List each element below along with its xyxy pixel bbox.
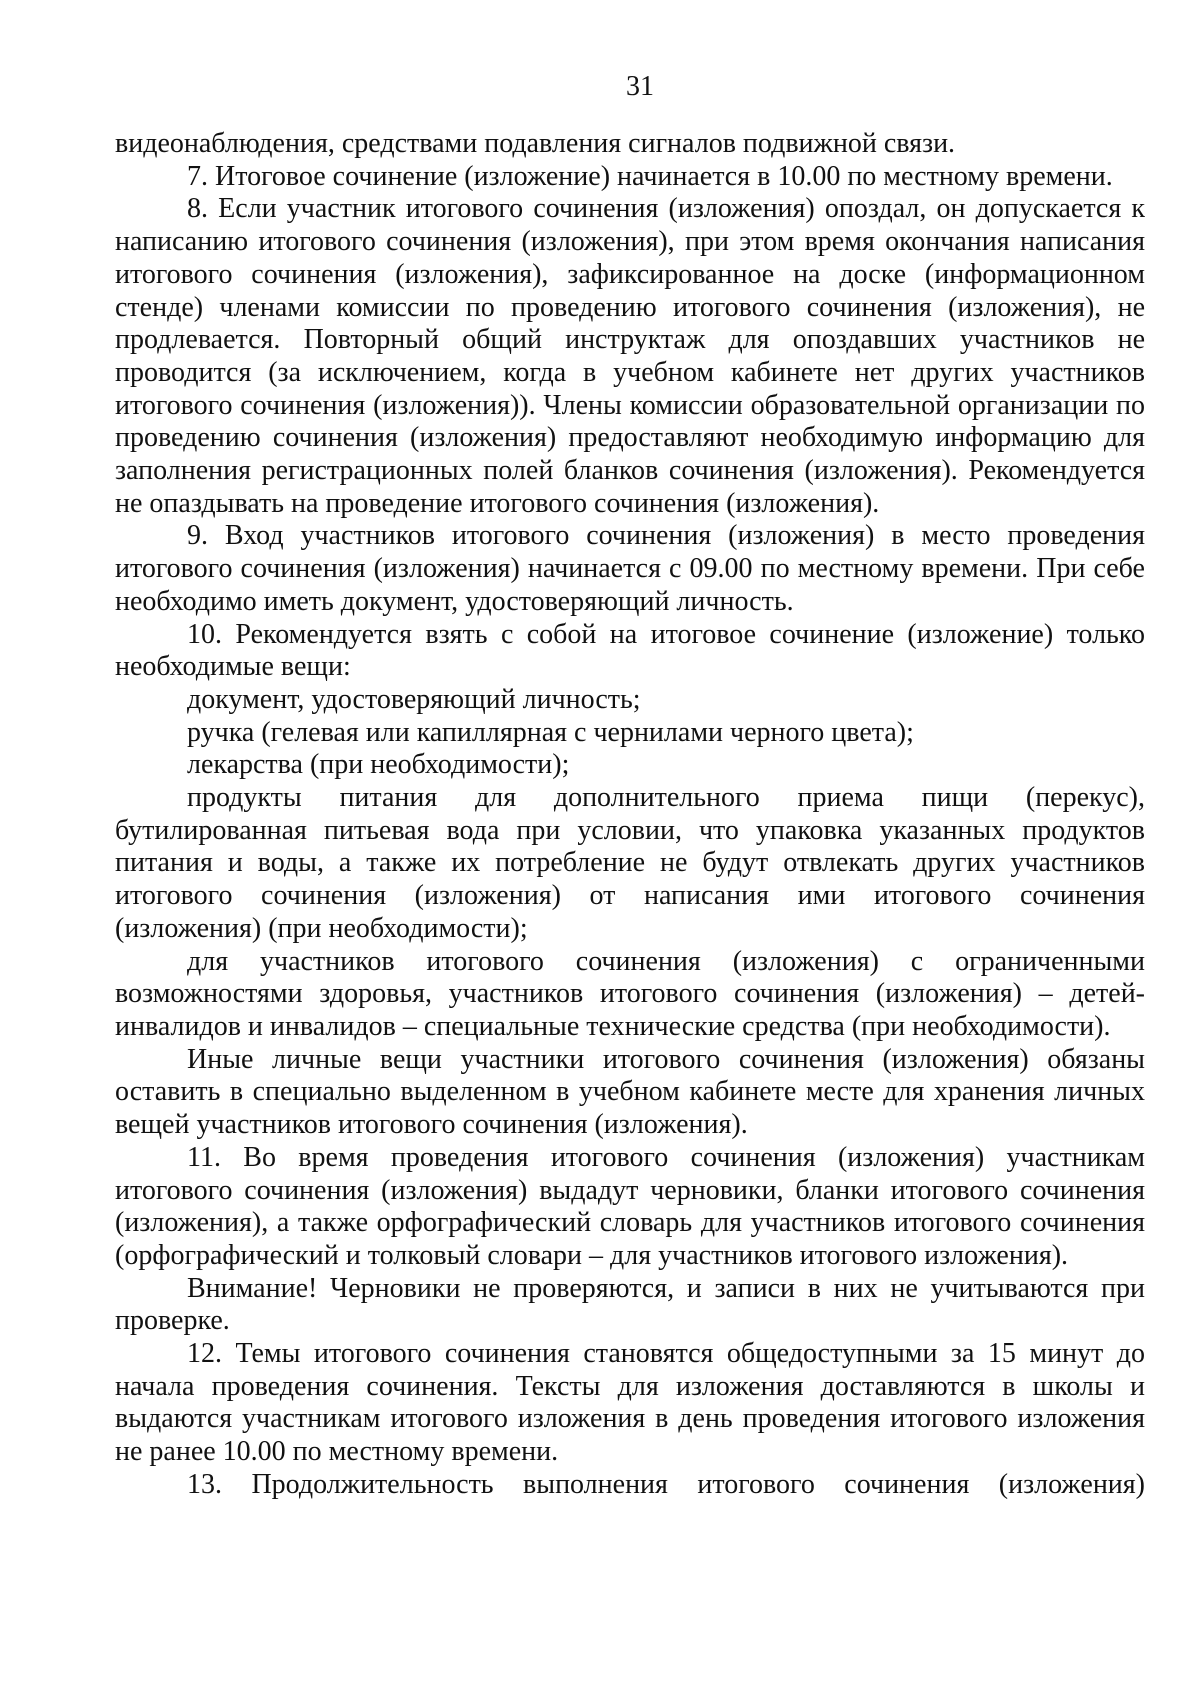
paragraph-item-13: 13. Продолжительность выполнения итогового сочинения (изложения) xyxy=(187,1468,1145,1500)
paragraph-item-10: 10. Рекомендуется взять с собой на итоговое сочинение (изложение) только необходимые вещи: xyxy=(115,618,1145,683)
page-number: 31 xyxy=(626,71,654,102)
list-item-technical-means: для участников итогового сочинения (изложения) с ограниченными возможностями здоровья, участников итогового сочинения (изложения) – детей-инвалидов и инвалидов – специальные технические средства (при необходимости). xyxy=(115,945,1145,1042)
paragraph-item-12: 12. Темы итогового сочинения становятся общедоступными за 15 минут до начала проведения сочинения. Тексты для изложения доставляются в школы и выдаются участникам итогового изложения в день проведения итогового изложения не ранее 10.00 по местному времени. xyxy=(115,1338,1145,1468)
document-body xyxy=(115,128,1145,1502)
list-item-pen: ручка (гелевая или капиллярная с чернилами черного цвета); xyxy=(187,716,914,748)
list-item-medicine: лекарства (при необходимости); xyxy=(187,749,570,781)
list-item-document: документ, удостоверяющий личность; xyxy=(187,683,641,715)
paragraph-personal-items: Иные личные вещи участники итогового сочинения (изложения) обязаны оставить в специально выделенном в учебном кабинете месте для хранения личных вещей участников итогового сочинения (изложения). xyxy=(115,1043,1145,1141)
paragraph-item-9: 9. Вход участников итогового сочинения (изложения) в место проведения итогового сочинения (изложения) начинается с 09.00 по местному времени. При себе необходимо иметь документ, удостоверяющий личность. xyxy=(115,520,1145,617)
paragraph-continuation: видеонаблюдения, средствами подавления сигналов подвижной связи. xyxy=(115,128,956,159)
paragraph-item-8: 8. Если участник итогового сочинения (изложения) опоздал, он допускается к написанию итогового сочинения (изложения), при этом время окончания написания итогового сочинения (изложения), зафиксированное на доске (информационном стенде) членами комиссии по проведению итогового сочинения (изложения), не продлевается. Повторный общий инструктаж для опоздавших участников не проводится (за исключением, когда в учебном кабинете нет других участников итогового сочинения (изложения)). Члены комиссии образовательной организации по проведению сочинения (изложения) предоставляют необходимую информацию для заполнения регистрационных полей бланков сочинения (изложения). Рекомендуется не опаздывать на проведение итогового сочинения (изложения). xyxy=(115,193,1145,519)
paragraph-item-7: 7. Итоговое сочинение (изложение) начинается в 10.00 по местному времени. xyxy=(187,160,1113,192)
paragraph-attention-note: Внимание! Черновики не проверяются, и записи в них не учитываются при проверке. xyxy=(115,1272,1145,1337)
list-item-food: продукты питания для дополнительного приема пищи (перекус), бутилированная питьевая вода при условии, что упаковка указанных продуктов питания и воды, а также их потребление не будут отвлекать других участников итогового сочинения (изложения) от написания ими итогового сочинения (изложения) (при необходимости); xyxy=(115,782,1145,944)
paragraph-item-11: 11. Во время проведения итогового сочинения (изложения) участникам итогового сочинения (изложения) выдадут черновики, бланки итогового сочинения (изложения), а также орфографический словарь для участников итогового сочинения (орфографический и толковый словари – для участников итогового изложения). xyxy=(115,1141,1145,1271)
